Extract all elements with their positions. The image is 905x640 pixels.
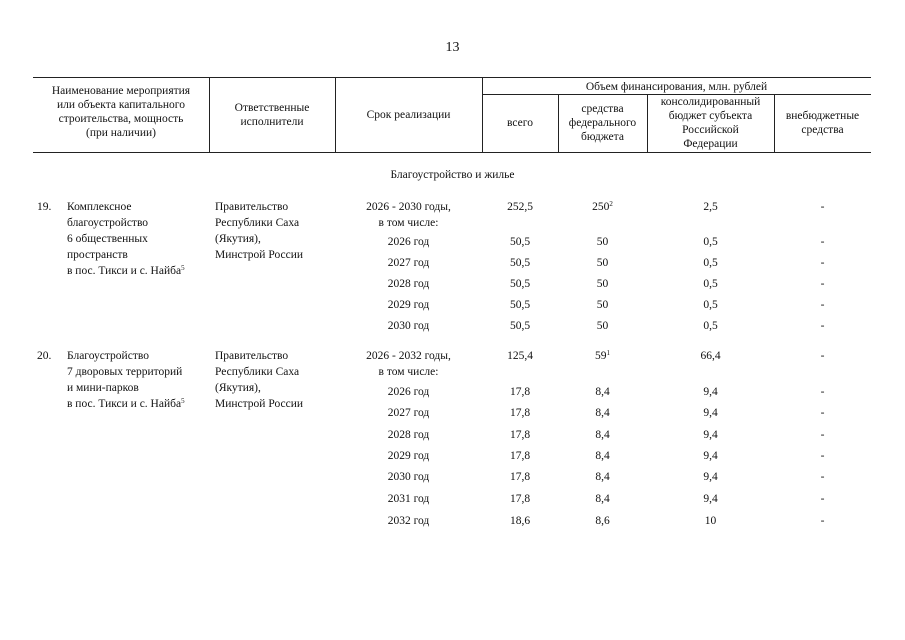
row-regional: 9,4 bbox=[703, 386, 718, 398]
row-federal: $59^1$ bbox=[595, 349, 610, 362]
row-offbudget: - bbox=[820, 278, 825, 290]
row-period: 2032 год bbox=[387, 515, 430, 527]
row-total: 17,8 bbox=[509, 471, 531, 483]
item-number: 19. bbox=[37, 201, 52, 213]
row-offbudget: - bbox=[820, 450, 825, 462]
row-regional: 9,4 bbox=[703, 407, 718, 419]
header-executors: Ответственные исполнители bbox=[234, 102, 310, 128]
header-federal: средства федерального бюджета bbox=[568, 103, 637, 143]
item-executors: Правительство Республики Саха (Якутия), Минстрой России bbox=[215, 350, 303, 410]
row-federal: 50 bbox=[596, 299, 609, 311]
table-top-rule bbox=[33, 77, 871, 78]
row-federal: 8,4 bbox=[595, 429, 610, 441]
header-name: Наименование мероприятия или объекта капитального строительства, мощность (при наличии) bbox=[51, 85, 191, 139]
row-regional: 0,5 bbox=[703, 257, 718, 269]
header-total: всего bbox=[507, 117, 533, 129]
row-regional: 0,5 bbox=[703, 320, 718, 332]
row-regional: 9,4 bbox=[703, 471, 718, 483]
row-total: 17,8 bbox=[509, 386, 531, 398]
item-name: Комплексное благоустройство 6 общественных пространств в пос. Тикси и с. Найба$^5$ bbox=[67, 201, 185, 277]
row-regional: 9,4 bbox=[703, 450, 718, 462]
row-total: 50,5 bbox=[509, 299, 531, 311]
row-federal: $250^2$ bbox=[592, 200, 613, 213]
row-regional: 0,5 bbox=[703, 278, 718, 290]
row-federal: 8,4 bbox=[595, 386, 610, 398]
row-federal: 8,6 bbox=[595, 515, 610, 527]
row-federal: 50 bbox=[596, 278, 609, 290]
row-regional: 9,4 bbox=[703, 429, 718, 441]
row-regional: 10 bbox=[704, 515, 717, 527]
row-total: 17,8 bbox=[509, 450, 531, 462]
row-period: 2030 год bbox=[387, 471, 430, 483]
row-federal: 8,4 bbox=[595, 471, 610, 483]
row-regional: 0,5 bbox=[703, 236, 718, 248]
row-period: 2028 год bbox=[387, 429, 430, 441]
header-funding: Объем финансирования, млн. рублей bbox=[585, 81, 768, 93]
row-period: 2027 год bbox=[387, 407, 430, 419]
item-number: 20. bbox=[37, 350, 52, 362]
row-total: 125,4 bbox=[507, 350, 533, 362]
row-total: 252,5 bbox=[507, 201, 533, 213]
row-total: 17,8 bbox=[509, 429, 531, 441]
row-offbudget: - bbox=[820, 515, 825, 527]
row-offbudget: - bbox=[820, 257, 825, 269]
row-offbudget: - bbox=[820, 407, 825, 419]
row-offbudget: - bbox=[820, 236, 825, 248]
row-period: 2029 год bbox=[387, 299, 430, 311]
row-offbudget: - bbox=[820, 386, 825, 398]
row-federal: 8,4 bbox=[595, 493, 610, 505]
row-offbudget: - bbox=[820, 201, 825, 213]
row-total: 17,8 bbox=[509, 493, 531, 505]
row-period: 2028 год bbox=[387, 278, 430, 290]
item-executors: Правительство Республики Саха (Якутия), Минстрой России bbox=[215, 201, 303, 261]
row-offbudget: - bbox=[820, 471, 825, 483]
section-title: Благоустройство и жилье bbox=[390, 169, 515, 181]
header-bottom-rule bbox=[33, 152, 871, 153]
row-federal: 8,4 bbox=[595, 407, 610, 419]
header-offbudget: внебюджетные средства bbox=[785, 110, 860, 136]
row-regional: 66,4 bbox=[700, 350, 721, 362]
item-name: Благоустройство 7 дворовых территорий и мини-парков в пос. Тикси и с. Найба$^5$ bbox=[67, 350, 185, 410]
row-federal: 50 bbox=[596, 257, 609, 269]
row-total: 50,5 bbox=[509, 257, 531, 269]
row-period: 2026 год bbox=[387, 386, 430, 398]
row-period: 2029 год bbox=[387, 450, 430, 462]
row-federal: 50 bbox=[596, 320, 609, 332]
row-regional: 2,5 bbox=[703, 201, 718, 213]
row-offbudget: - bbox=[820, 350, 825, 362]
row-offbudget: - bbox=[820, 320, 825, 332]
row-total: 50,5 bbox=[509, 320, 531, 332]
row-period: 2030 год bbox=[387, 320, 430, 332]
row-period: 2031 год bbox=[387, 493, 430, 505]
row-federal: 8,4 bbox=[595, 450, 610, 462]
row-total: 18,6 bbox=[509, 515, 531, 527]
row-total: 50,5 bbox=[509, 278, 531, 290]
page-number: 13 bbox=[445, 40, 460, 55]
row-period: 2026 год bbox=[387, 236, 430, 248]
row-total: 50,5 bbox=[509, 236, 531, 248]
row-regional: 0,5 bbox=[703, 299, 718, 311]
header-regional: консолидированный бюджет субъекта Российской Федерации bbox=[660, 96, 761, 150]
row-period: 2026 - 2032 годы, в том числе: bbox=[366, 350, 451, 378]
row-offbudget: - bbox=[820, 493, 825, 505]
row-period: 2026 - 2030 годы, в том числе: bbox=[366, 201, 451, 229]
row-offbudget: - bbox=[820, 299, 825, 311]
row-offbudget: - bbox=[820, 429, 825, 441]
row-total: 17,8 bbox=[509, 407, 531, 419]
row-federal: 50 bbox=[596, 236, 609, 248]
header-period: Срок реализации bbox=[366, 109, 451, 121]
row-regional: 9,4 bbox=[703, 493, 718, 505]
row-period: 2027 год bbox=[387, 257, 430, 269]
